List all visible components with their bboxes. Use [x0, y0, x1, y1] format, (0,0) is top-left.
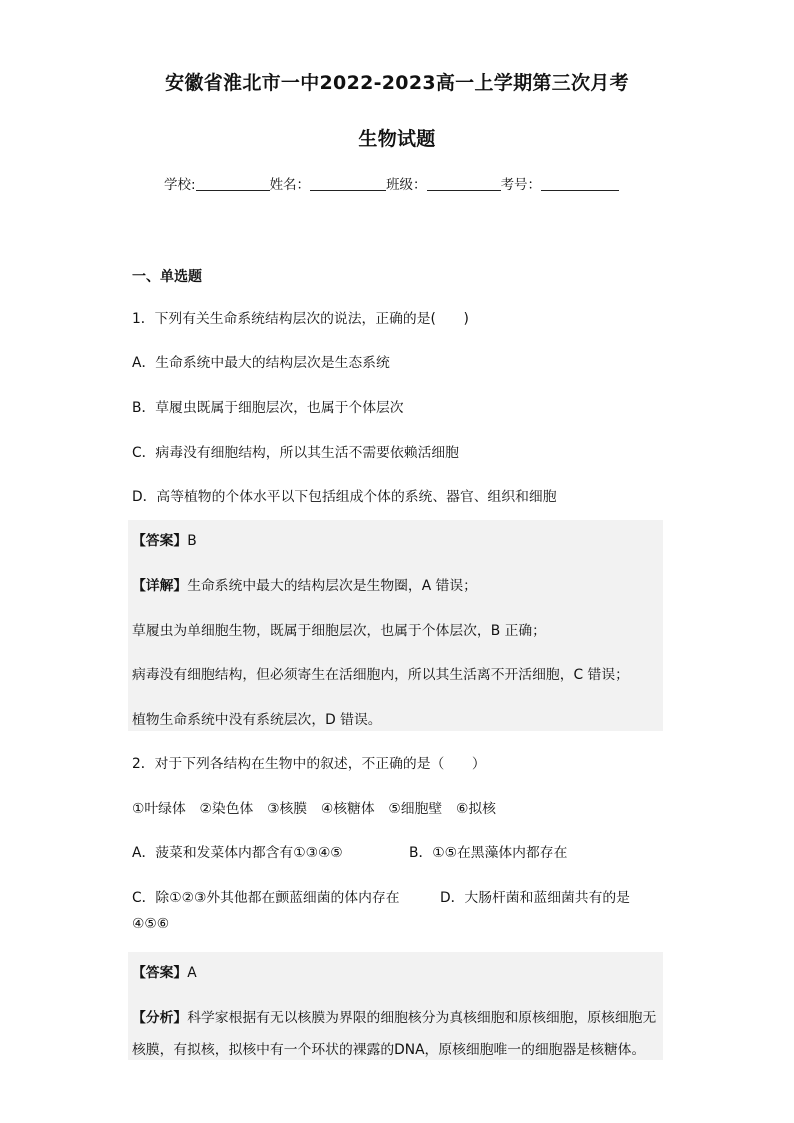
name-label: 姓名： — [269, 177, 311, 193]
q1-option-c: C．病毒没有细胞结构，所以其生活不需要依赖活细胞 — [132, 445, 459, 461]
school-blank — [196, 176, 270, 191]
q1-option-d: D．高等植物的个体水平以下包括组成个体的系统、器官、组织和细胞 — [132, 489, 557, 505]
q2-analysis — [132, 1006, 656, 1026]
q1-explain-line: 草履虫为单细胞生物，既属于细胞层次，也属于个体层次，B 正确； — [132, 623, 546, 639]
q2-answer-value: A — [187, 965, 197, 981]
q2-option-d: D．大肠杆菌和蓝细菌共有的是 — [440, 890, 630, 906]
class-blank — [427, 176, 501, 191]
q1-answer-label: 【答案】 — [132, 533, 188, 549]
q2-option-b: B．①⑤在黑藻体内都存在 — [409, 845, 568, 861]
document-title: 安徽省淮北市一中2022-2023高一上学期第三次月考 — [165, 72, 629, 94]
q1-explain — [132, 574, 477, 594]
q1-explain-line: 病毒没有细胞结构，但必须寄生在活细胞内，所以其生活离不开活细胞，C 错误； — [132, 667, 629, 683]
q1-explain-label: 【详解】 — [132, 578, 188, 594]
q1-explain-line: 生命系统中最大的结构层次是生物圈，A 错误； — [187, 578, 477, 594]
q2-answer-label: 【答案】 — [132, 965, 188, 981]
q2-analysis-line: 科学家根据有无以核膜为界限的细胞核分为真核细胞和原核细胞，原核细胞无 — [187, 1010, 657, 1026]
q2-option-d-continued: ④⑤⑥ — [132, 916, 170, 932]
q1-option-b: B．草履虫既属于细胞层次，也属于个体层次 — [132, 400, 404, 416]
q2-option-a: A．菠菜和发菜体内都含有①③④⑤ — [132, 845, 343, 861]
q1-explain-line: 植物生命系统中没有系统层次，D 错误。 — [132, 712, 382, 728]
number-blank — [541, 176, 619, 191]
q2-analysis-label: 【分析】 — [132, 1010, 188, 1026]
q2-items: ①叶绿体 ②染色体 ③核膜 ④核糖体 ⑤细胞壁 ⑥拟核 — [132, 801, 496, 817]
q1-answer-value: B — [187, 533, 197, 549]
number-label: 考号： — [500, 177, 542, 193]
student-info-line — [164, 173, 619, 193]
section-heading: 一、单选题 — [132, 269, 202, 285]
q2-answer — [132, 961, 197, 981]
q1-option-a: A．生命系统中最大的结构层次是生态系统 — [132, 355, 390, 371]
class-label: 班级： — [386, 177, 427, 193]
q2-option-c: C．除①②③外其他都在颤蓝细菌的体内存在 — [132, 890, 400, 906]
school-label: 学校: — [164, 177, 196, 193]
document-subtitle: 生物试题 — [358, 128, 436, 150]
q2-analysis-line: 核膜，有拟核，拟核中有一个环状的裸露的DNA，原核细胞唯一的细胞器是核糖体。 — [132, 1042, 646, 1058]
q2-stem: 2．对于下列各结构在生物中的叙述，不正确的是（ ） — [132, 756, 486, 772]
name-blank — [310, 176, 386, 191]
q1-stem: 1．下列有关生命系统结构层次的说法，正确的是( ) — [132, 311, 469, 327]
q1-answer — [132, 529, 197, 549]
